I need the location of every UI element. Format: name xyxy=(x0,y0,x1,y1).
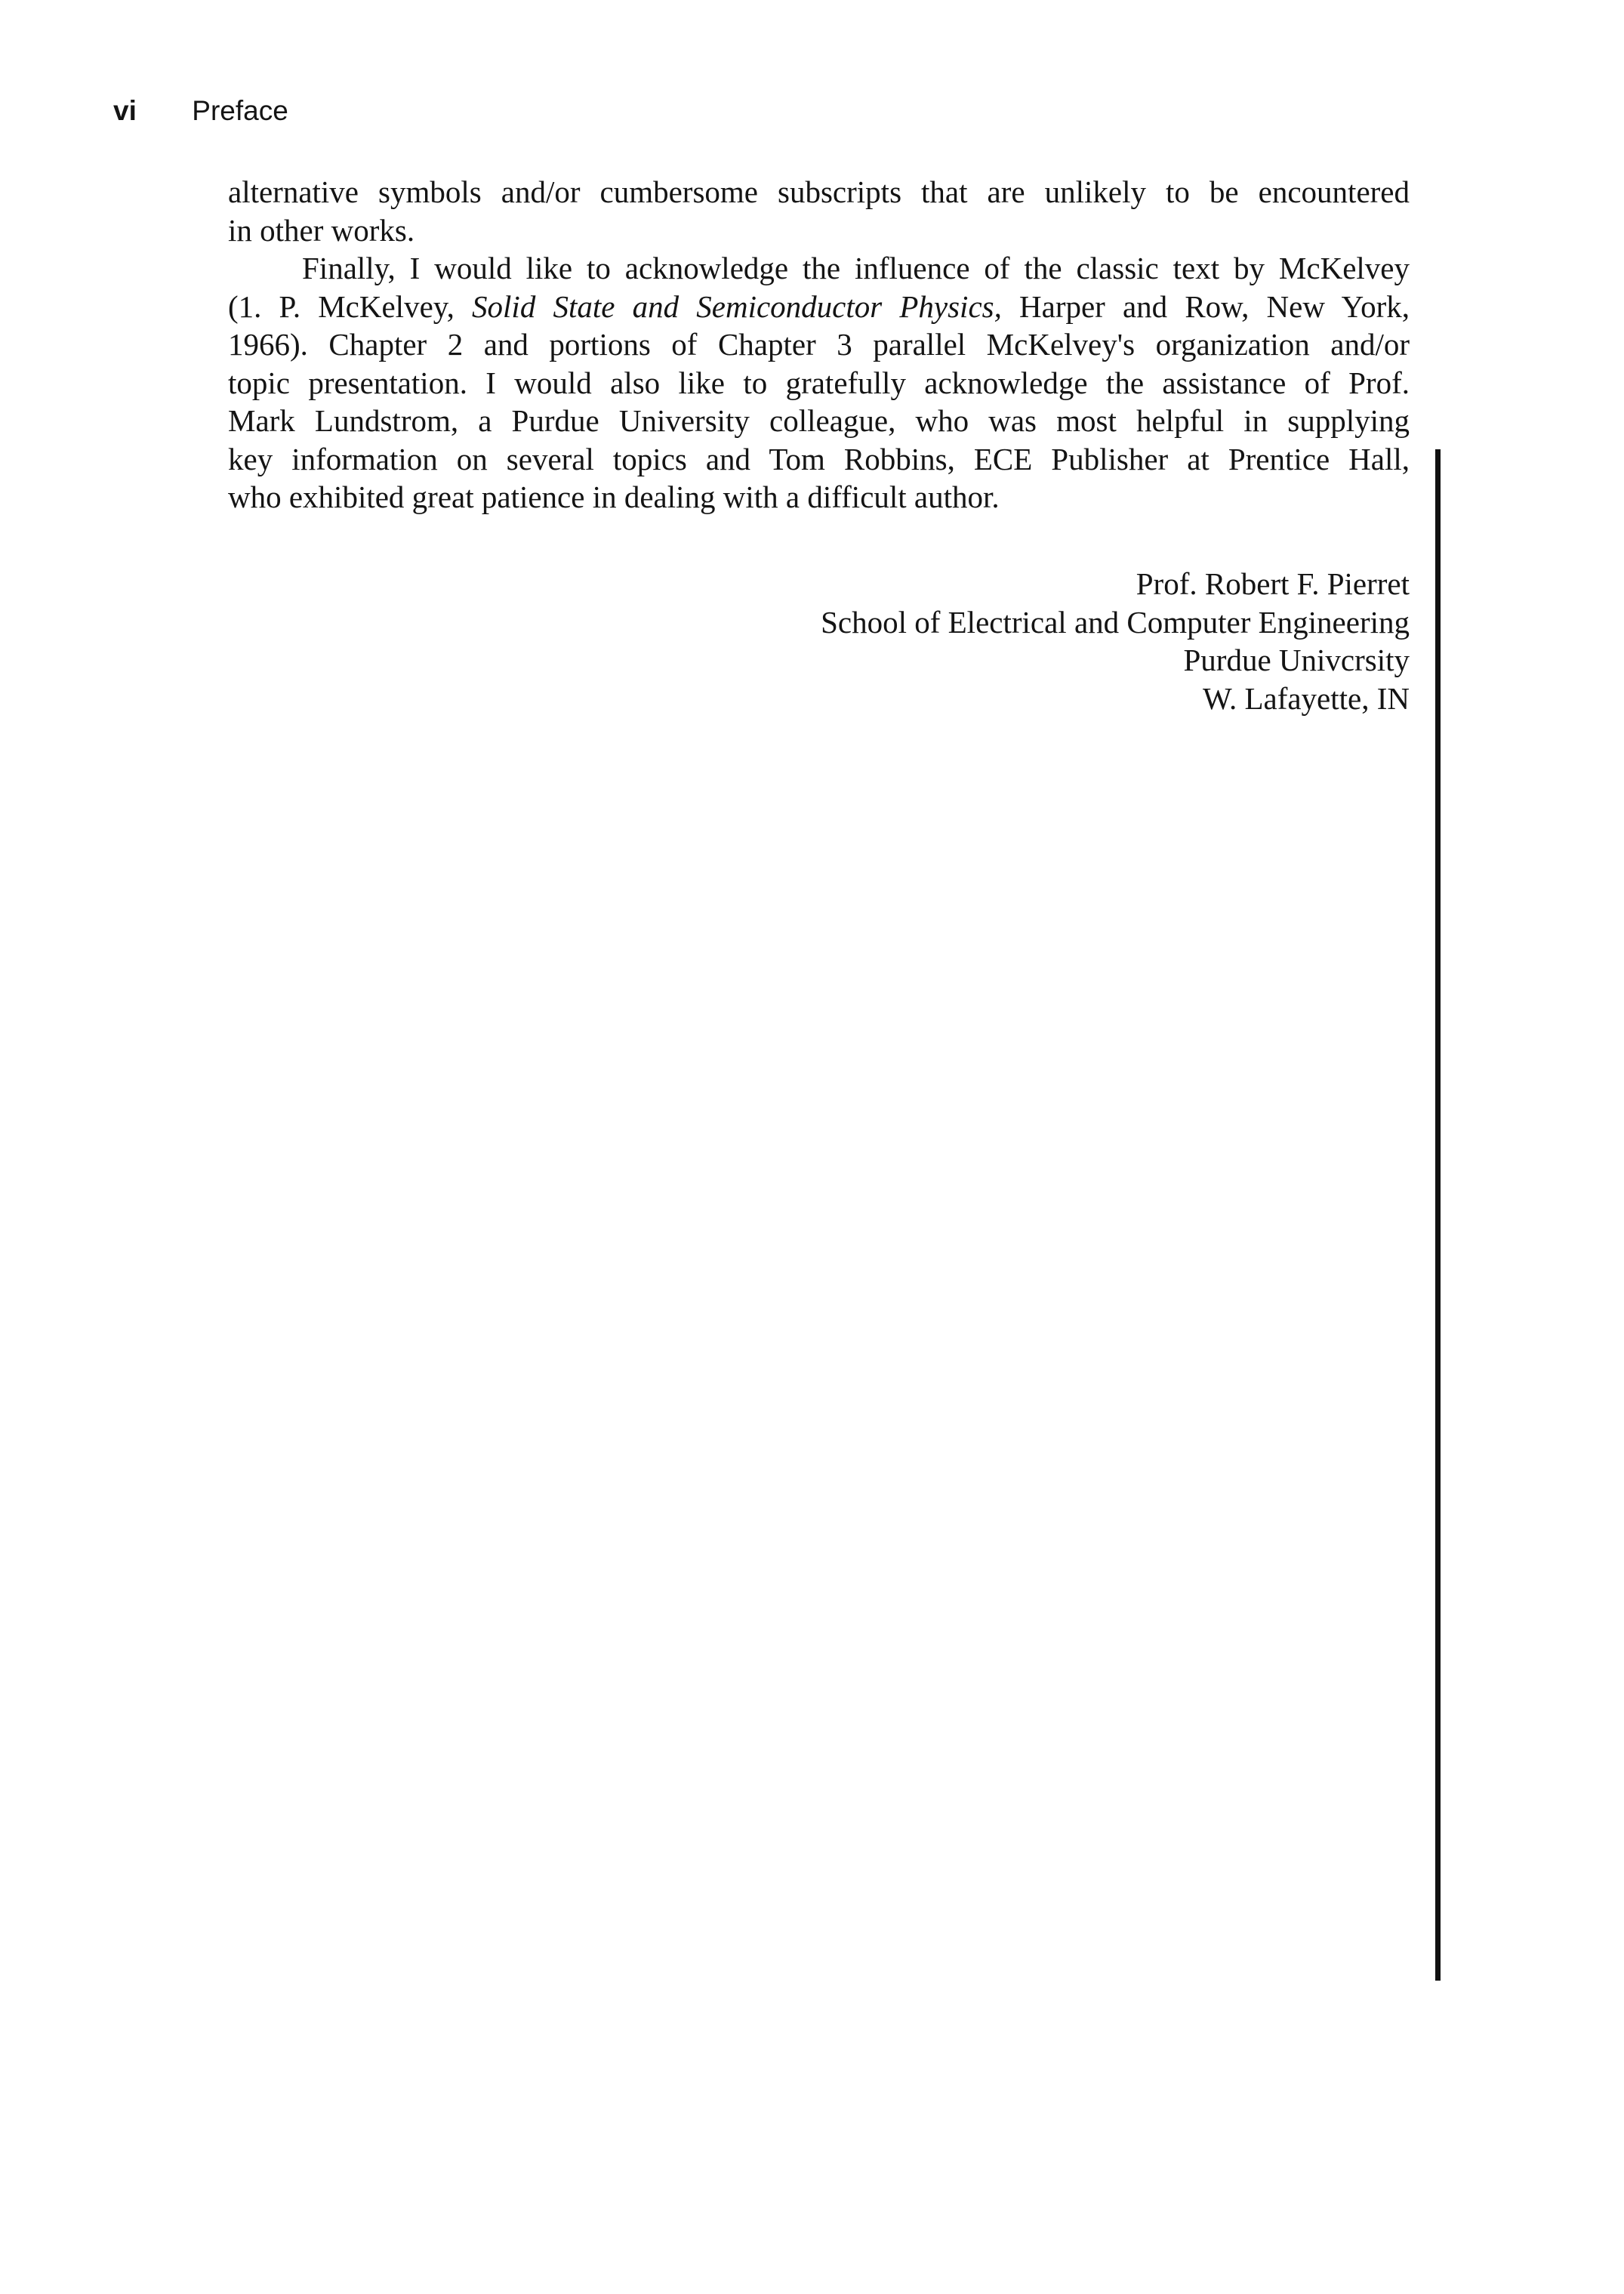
text-line: in other works. xyxy=(228,212,415,248)
text-line: 1966). Chapter 2 and portions of Chapter 3 parallel McKelvey's organization and/or xyxy=(228,327,1410,362)
paragraph-acknowledgements xyxy=(228,249,1410,516)
body-text xyxy=(228,173,1410,516)
running-head xyxy=(113,97,288,125)
text-line: Finally, I would like to acknowledge the influence of the classic text by McKelvey xyxy=(302,251,1410,285)
paragraph-continuation xyxy=(228,173,1410,249)
text-line: who exhibited great patience in dealing with a difficult author. xyxy=(228,479,1000,514)
author-department: School of Electrical and Computer Engineering xyxy=(821,604,1410,640)
author-name: Prof. Robert F. Pierret xyxy=(1136,566,1410,601)
text-line: alternative symbols and/or cumbersome subscripts that are unlikely to be encountered xyxy=(228,174,1410,209)
text-line: topic presentation. I would also like to gratefully acknowledge the assistance of Prof. xyxy=(228,365,1410,400)
signature-block xyxy=(821,565,1410,717)
text-line: Mark Lundstrom, a Purdue University colleague, who was most helpful in supplying xyxy=(228,403,1410,438)
text-line: key information on several topics and Tom Robbins, ECE Publisher at Prentice Hall, xyxy=(228,441,1410,476)
book-title: Solid State and Semiconductor Physics, xyxy=(472,288,1002,324)
citation-prefix: (1. P. McKelvey, xyxy=(228,288,473,324)
page-number: vi xyxy=(113,95,137,126)
citation-suffix: Harper and Row, New York, xyxy=(1001,288,1410,324)
author-location: W. Lafayette, IN xyxy=(1203,680,1410,716)
margin-change-bar xyxy=(1435,449,1441,1981)
text-line-citation xyxy=(228,288,1410,326)
running-head-title: Preface xyxy=(192,95,288,126)
author-university: Purdue Univcrsity xyxy=(1183,643,1410,677)
